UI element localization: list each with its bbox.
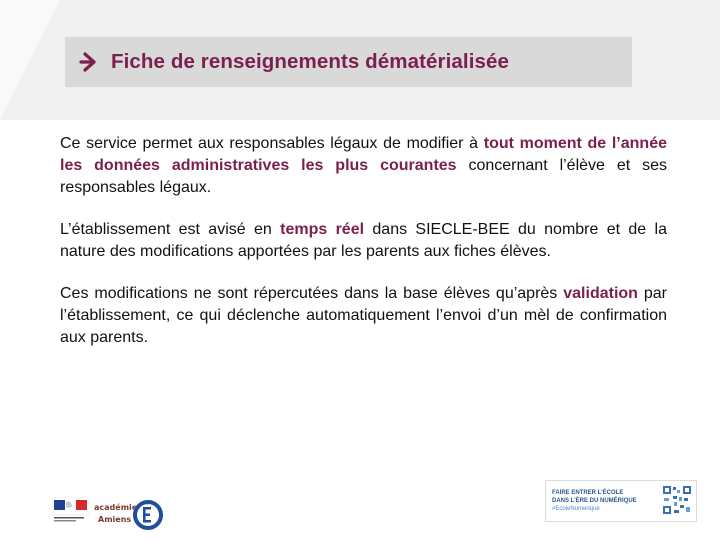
text-segment: Ce service permet aux responsables légaux de modifier à [60,135,484,152]
campaign-line-1: FAIRE ENTRER L’ÉCOLE [552,490,624,496]
body-text [60,133,667,369]
footer-logos [52,487,162,535]
text-segment: concernant l’élève et ses responsables légaux. [60,157,667,196]
academie-logo [94,493,164,533]
text-segment: L’établissement est avisé en [60,221,281,238]
highlighted-text: temps réel [280,221,365,238]
svg-text:Amiens: Amiens [98,515,132,524]
campaign-line-2: DANS L’ÈRE DU NUMÉRIQUE [552,498,637,504]
text-segment: Ces modifications ne sont répercutées dans la base élèves qu’après [60,285,564,302]
svg-text:académie: académie [94,503,138,512]
arrow-right-icon [79,51,101,73]
title-banner [65,37,632,87]
text-segment: dans SIECLE-BEE du nombre et de la nature des modifications apportées par les parents aux fiches élèves. [60,221,667,260]
paragraph [60,133,667,199]
paragraph [60,219,667,263]
qr-code-icon [662,485,692,515]
paragraph [60,283,667,349]
campaign-hashtag: #EcoleNumerique [552,506,600,512]
page-title: Fiche de renseignements dématérialisée [111,50,510,73]
highlighted-text: tout moment de l’année les données administratives les plus courantes [60,135,667,174]
campaign-text [552,489,652,513]
highlighted-text: validation [563,285,638,302]
text-segment: par l’établissement, ce qui déclenche automatiquement l’envoi d’un mèl de confirmation aux parents. [60,285,668,346]
marianne-logo [52,497,90,523]
campaign-banner [545,480,697,522]
header-corner-decoration [0,0,60,120]
